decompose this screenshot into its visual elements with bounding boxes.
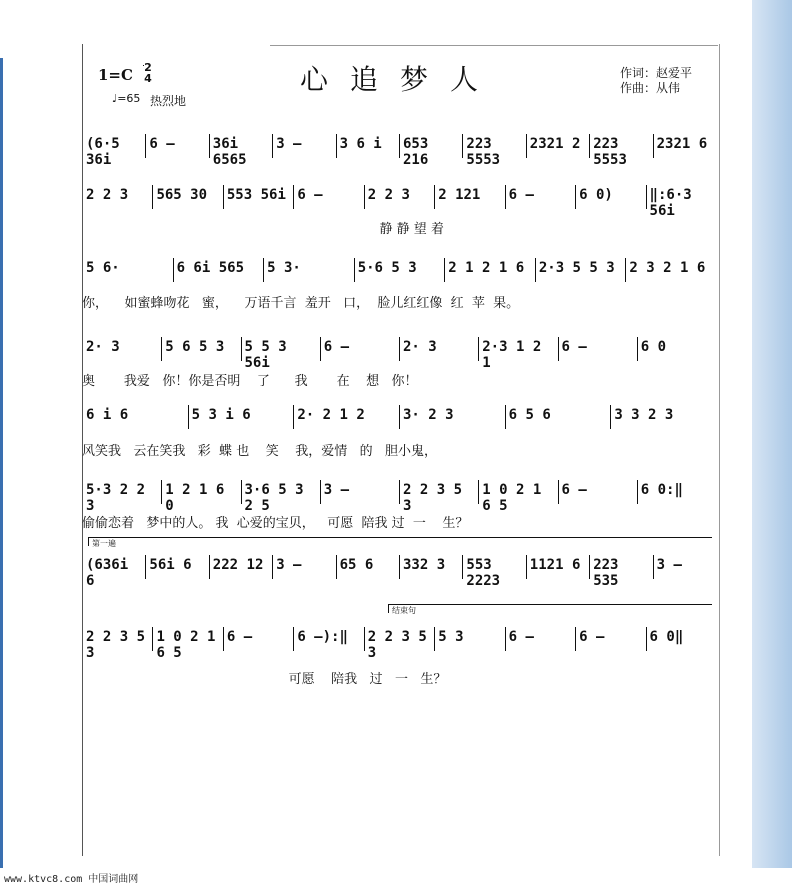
bar-line [161,480,162,504]
bar-line [336,555,337,579]
measure: 3 3 2 3 [614,407,674,423]
measure: 3 – [656,557,682,573]
bar-line [241,480,242,504]
lyric-line: 可愿 陪我 过 一 生？ [82,672,447,687]
left-rail [0,58,3,868]
bar-line [161,337,162,361]
measure: 1121 6 [529,557,581,573]
measure: 223 5553 [466,136,501,168]
bar-line [145,555,146,579]
bar-line [399,337,400,361]
credits [620,66,692,96]
bar-line [293,185,294,209]
measure: 2· 3 [86,339,120,355]
measure: 332 3 [403,557,446,573]
bar-line [478,337,479,361]
bar-line [241,337,242,361]
composer: 作曲：从伟 [620,81,681,95]
bar-line [625,258,626,282]
measure: 6 0) [579,187,613,203]
bar-line [444,258,445,282]
measure: 6 – [297,187,323,203]
bar-line [478,480,479,504]
bar-line [399,555,400,579]
measure: 222 12 [212,557,264,573]
measure: 565 30 [156,187,208,203]
measure: 223 5553 [593,136,627,168]
measure: 3 – [276,136,302,152]
bar-line [399,134,400,158]
lyric-line: 你， 如蜜蜂吻花 蜜， 万语千言 羞开 口， 脸儿红红像 红 苹 果。 [82,296,520,311]
bar-line [263,258,264,282]
measure: (636i 6 [86,557,129,589]
bar-line [173,258,174,282]
measure: 2321 6 [656,136,708,152]
bar-line [145,134,146,158]
bar-line [399,405,400,429]
time-signature-bottom: 4 [144,72,152,85]
score-line [82,183,716,219]
measure: 5·3 2 2 3 [86,482,146,514]
bar-line [434,185,435,209]
measure: 6 – [508,187,534,203]
bar-line [320,480,321,504]
lyric-line: 偷偷恋着 梦中的人。 我 心爱的宝贝， 可愿 陪我 过 一 生？ [82,516,469,531]
lyric-line: 风笑我 云在笑我 彩 蝶 也 笑 我，爱情 的 胆小鬼， [82,444,438,459]
measure: ‖:6·3 56i [649,187,692,219]
window-side-strip [752,0,792,888]
sheet-top-edge [270,45,718,46]
measure: 6 6i 565 [176,260,244,276]
bar-line [575,185,576,209]
bar-line [637,480,638,504]
bar-line [223,185,224,209]
volta-ending-label: 结束句 [392,606,416,615]
measure: 6 – [323,339,350,355]
measure: 6 – [149,136,175,152]
measure: 2 2 3 5 3 [86,629,146,661]
score-line [82,478,716,514]
measure: 5 3 [438,629,464,645]
measure: (6·5 36i [86,136,120,168]
measure: 5 5 3 56i [244,339,287,371]
measure: 36i 6565 [212,136,247,168]
measure: 56i 6 [149,557,192,573]
score-line [82,256,716,286]
bar-line [354,258,355,282]
bar-line [152,185,153,209]
bar-line [589,555,590,579]
bar-line [653,134,654,158]
bar-line [364,185,365,209]
measure: 2321 2 [529,136,581,152]
measure: 2 2 3 [86,187,129,203]
measure: 6 i 6 [86,407,129,423]
measure: 2 121 [438,187,481,203]
measure: 2 2 3 5 3 [367,629,427,661]
measure: 3 – [276,557,302,573]
time-signature-top: 2 [144,61,152,74]
bar-line [589,134,590,158]
bar-line [558,480,559,504]
lyricist: 作词：赵爱平 [620,66,693,80]
bar-line [272,555,273,579]
bar-line [505,405,506,429]
time-signature [143,62,153,84]
bar-line [434,627,435,651]
measure: 2· 2 1 2 [297,407,365,423]
time-signature-line [143,65,144,66]
measure: 2 3 2 1 6 [629,260,706,276]
lyric-line: 静 静 望 着 [82,222,444,237]
bar-line [293,627,294,651]
measure: 1 0 2 1 6 5 [156,629,216,661]
bar-line [399,480,400,504]
bar-line [575,627,576,651]
lyric-line: 奥 我爱 你！你是否明 了 我 在 想 你！ [82,374,418,389]
bar-line [610,405,611,429]
measure: 2 1 2 1 6 [448,260,525,276]
bar-line [209,134,210,158]
measure: 6 0 [640,339,667,355]
song-title: 心追梦人 [300,63,501,96]
bar-line [637,337,638,361]
measure: 6 –):‖ [297,629,348,645]
bar-line [462,134,463,158]
key-signature: 1=C [98,66,133,84]
measure: 5 6 5 3 [165,339,225,355]
bar-line [223,627,224,651]
measure: 2 2 3 5 3 [403,482,463,514]
score-line [82,132,716,168]
bar-line [320,337,321,361]
bar-line [646,185,647,209]
measure: 6 – [579,629,605,645]
score-line [82,335,716,371]
score-line [82,625,716,661]
volta-ending [388,604,712,613]
measure: 5·6 5 3 [357,260,417,276]
bar-line [336,134,337,158]
bar-line [653,555,654,579]
measure: 6 5 6 [508,407,551,423]
measure: 5 3· [267,260,301,276]
bar-line [272,134,273,158]
measure: 5 3 i 6 [191,407,251,423]
measure: 2·3 1 2 1 [482,339,542,371]
bar-line [535,258,536,282]
measure: 3· 2 3 [403,407,454,423]
measure: 6 0:‖ [640,482,683,498]
measure: 3 6 i [339,136,382,152]
bar-line [152,627,153,651]
bar-line [526,134,527,158]
bar-line [209,555,210,579]
measure: 2· 3 [403,339,437,355]
measure: 2·3 5 5 3 [538,260,615,276]
measure: 1 0 2 1 6 5 [482,482,542,514]
score-line [82,553,716,589]
measure: 6 0‖ [649,629,684,645]
measure: 3 – [323,482,350,498]
measure: 65 6 [339,557,374,573]
measure: 553 56i [226,187,286,203]
measure: 653 216 [403,136,429,168]
score-line [82,403,716,433]
measure: 6 – [508,629,534,645]
measure: 2 2 3 [367,187,410,203]
measure: 5 6· [86,260,120,276]
volta-first-label: 第一遍 [92,539,116,548]
bar-line [505,185,506,209]
measure: 6 – [561,339,587,355]
measure: 553 2223 [466,557,501,589]
measure: 6 – [561,482,587,498]
bar-line [188,405,189,429]
bar-line [646,627,647,651]
bar-line [462,555,463,579]
volta-first [88,537,712,546]
bar-line [505,627,506,651]
bar-line [364,627,365,651]
measure: 223 535 [593,557,619,589]
measure: 1 2 1 6 0 [165,482,225,514]
bar-line [558,337,559,361]
measure: 6 – [226,629,253,645]
bar-line [293,405,294,429]
measure: 3·6 5 3 2 5 [244,482,304,514]
footer-watermark: www.ktvc8.com 中国词曲网 [4,874,139,885]
bar-line [526,555,527,579]
tempo-mark: ♩=65 [112,92,141,105]
expression-mark: 热烈地 [150,94,187,108]
